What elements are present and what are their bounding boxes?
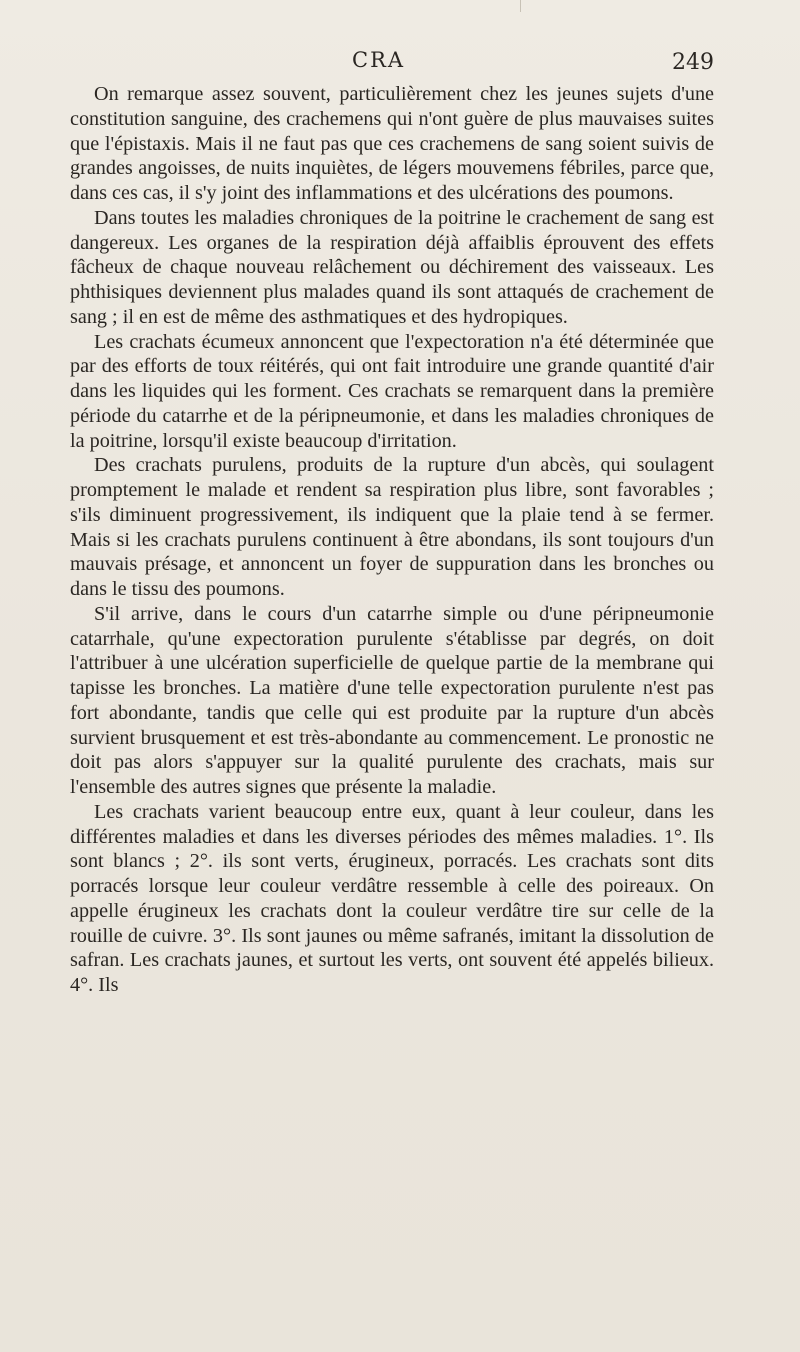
- paragraph-purulent-sputum: Des crachats purulens, produits de la rupture d'un abcès, qui soulagent promptement le malade et rendent sa respiration plus libre, sont favorables ; s'ils diminuent progressivement, ils indiquent que la plaie tend à se fermer. Mais si les crachats purulens continuent à être abondans, ils sont toujours d'un mauvais présage, et annoncent un foyer de suppuration dans les bronches ou dans le tissu des poumons.: [70, 454, 714, 600]
- page-edge-mark: [520, 0, 521, 12]
- running-head: [0, 48, 800, 78]
- running-head-title: CRA: [352, 48, 406, 72]
- paragraph-catarrhal-expectoration: S'il arrive, dans le cours d'un catarrhe simple ou d'une péripneumonie catarrhale, qu'une expectoration purulente s'établisse par degrés, on doit l'attribuer à une ulcération superficielle de quelque partie de la membrane qui tapisse les bronches. La matière d'une telle expectoration purulente n'est pas fort abondante, tandis que celle qui est produite par la rupture d'un abcès survient brusquement et est très-abondante au commencement. Le pronostic ne doit pas alors s'appuyer sur la qualité purulente des crachats, mais sur l'ensemble des autres signes que présente la maladie.: [70, 602, 714, 798]
- paragraph-frothy-sputum: Les crachats écumeux annoncent que l'expectoration n'a été déterminée que par des efforts de toux réitérés, qui ont fait introduire une grande quantité d'air dans les liquides qui les forment. Ces crachats se remarquent dans la première période du catarrhe et de la péripneumonie, et dans les maladies chroniques de la poitrine, lorsqu'il existe beaucoup d'irritation.: [70, 330, 714, 452]
- paragraph-chronic-disease: Dans toutes les maladies chroniques de la poitrine le crachement de sang est dangereux. Les organes de la respiration déjà affaiblis éprouvent des effets fâcheux de chaque nouveau relâchement ou déchirement des vaisseaux. Les phthisiques deviennent plus malades quand ils sont attaqués de crachement de sang ; il en est de même des asthmatiques et des hydropiques.: [70, 206, 714, 328]
- paragraph-haemoptysis-young: On remarque assez souvent, particulièrement chez les jeunes sujets d'une constitution sanguine, des crachemens qui n'ont guère de plus mauvaises suites que l'épistaxis. Mais il ne faut pas que ces crachemens de sang soient suivis de grandes angoisses, de nuits inquiètes, de légers mouvemens fébriles, parce que, dans ces cas, il s'y joint des inflammations et des ulcérations des poumons.: [70, 83, 714, 204]
- body-text: [70, 82, 714, 998]
- paragraph-sputum-colours: Les crachats varient beaucoup entre eux, quant à leur couleur, dans les différentes maladies et dans les diverses périodes des mêmes maladies. 1°. Ils sont blancs ; 2°. ils sont verts, érugineux, porracés. Les crachats sont dits porracés lorsque leur couleur verdâtre ressemble à celle des poireaux. On appelle érugineux les crachats dont la couleur verdâtre tire sur celle de la rouille de cuivre. 3°. Ils sont jaunes ou même safranés, imitant la dissolution de safran. Les crachats jaunes, et surtout les verts, ont souvent été appelés bilieux. 4°. Ils: [70, 800, 714, 996]
- page-number: 249: [672, 50, 714, 75]
